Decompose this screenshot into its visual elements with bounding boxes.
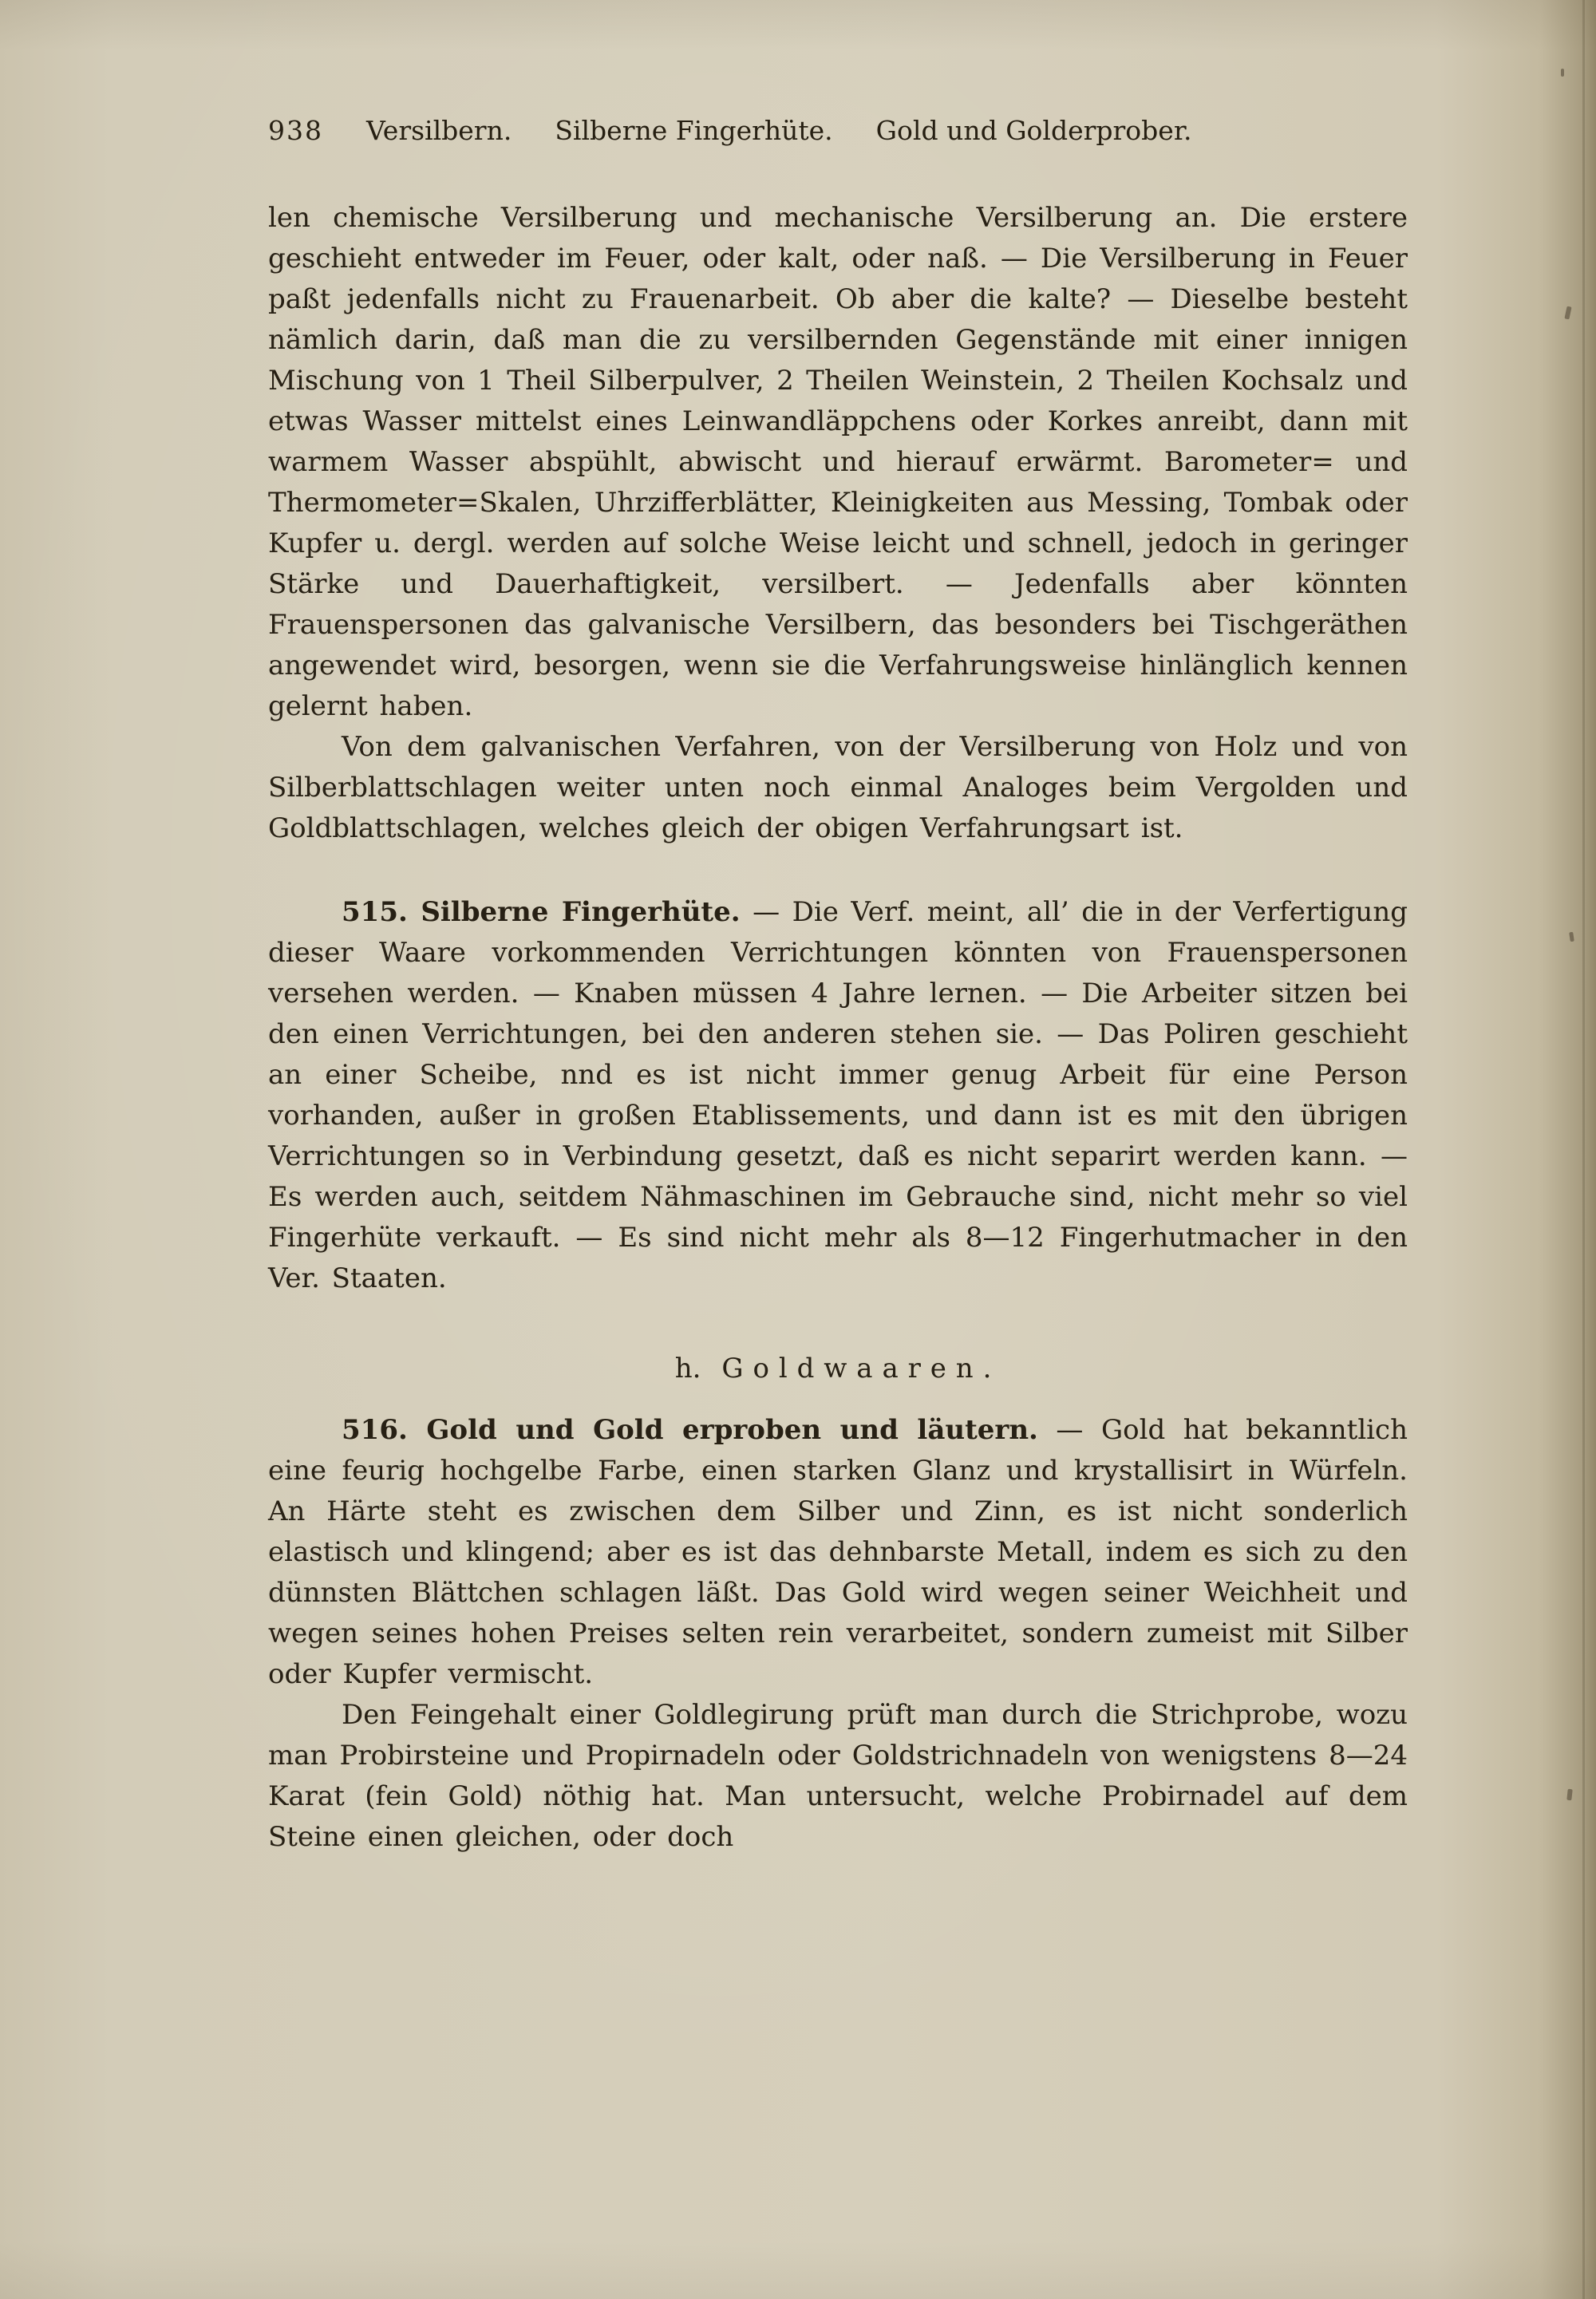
- text-block: [268, 198, 1408, 1858]
- section-516-text: — Gold hat bekanntlich eine feurig hochgelbe Farbe, einen starken Glanz und krystallisirt in Würfeln. An Härte steht es zwischen dem Silber und Zinn, es ist nicht sonderlich elastisch und klingend; aber es ist das dehnbarste Metall, indem es sich zu den dünnsten Blättchen schlagen läßt. Das Gold wird wegen seiner Weichheit und wegen seines hohen Preises selten rein verarbeitet, sondern zumeist mit Silber oder Kupfer vermischt.: [268, 1414, 1408, 1690]
- running-header: [268, 113, 1408, 148]
- page-number: 938: [268, 115, 323, 146]
- running-head-part-fingerhuete: Silberne Fingerhüte.: [555, 115, 833, 146]
- running-head-part-gold: Gold und Golderprober.: [875, 115, 1192, 146]
- section-515-text: — Die Verf. meint, all’ die in der Verfertigung dieser Waare vorkommenden Verrichtungen könnten von Frauenspersonen versehen werden. — Knaben müssen 4 Jahre lernen. — Die Arbeiter sitzen bei den einen Verrichtungen, bei den anderen stehen sie. — Das Poliren geschieht an einer Scheibe, nnd es ist nicht immer genug Arbeit für eine Person vorhanden, außer in großen Etablissements, und dann ist es mit den übrigen Verrichtungen so in Verbindung gesetzt, daß es nicht separirt werden kann. — Es werden auch, seitdem Nähmaschinen im Gebrauche sind, nicht mehr so viel Fingerhüte verkauft. — Es sind nicht mehr als 8—12 Fingerhutmacher in den Ver. Staaten.: [268, 896, 1408, 1294]
- subheading-goldwaaren: [268, 1349, 1408, 1389]
- paragraph-section-515: [268, 892, 1408, 1299]
- ink-speck: [1569, 932, 1574, 942]
- section-516-title: 516. Gold und Gold erproben und läutern.: [342, 1414, 1038, 1446]
- subheading-word: Goldwaaren.: [721, 1353, 1001, 1385]
- paragraph-feingehalt: Den Feingehalt einer Goldlegirung prüft man durch die Strichprobe, wozu man Probirsteine und Propirnadeln oder Goldstrichnadeln von wenigstens 8—24 Karat (fein Gold) nöthig hat. Man untersucht, welche Probirnadel auf dem Steine einen gleichen, oder doch: [268, 1699, 1408, 1853]
- paragraph-galvanisches-verfahren: Von dem galvanischen Verfahren, von der Versilberung von Holz und von Silberblattschlagen weiter unten noch einmal Analoges beim Vergolden und Goldblattschlagen, welches gleich der obigen Verfahrungsart ist.: [268, 731, 1408, 844]
- ink-speck: [1566, 1789, 1572, 1801]
- paragraph-continuation: len chemische Versilberung und mechanische Versilberung an. Die erstere geschieht entweder im Feuer, oder kalt, oder naß. — Die Versilberung in Feuer paßt jedenfalls nicht zu Frauenarbeit. Ob aber die kalte? — Dieselbe besteht nämlich darin, daß man die zu versilbernden Gegenstände mit einer innigen Mischung von 1 Theil Silberpulver, 2 Theilen Weinstein, 2 Theilen Kochsalz und etwas Wasser mittelst eines Leinwandläppchens oder Korkes anreibt, dann mit warmem Wasser abspühlt, abwischt und hierauf erwärmt. Barometer= und Thermometer=Skalen, Uhrzifferblätter, Kleinigkeiten aus Messing, Tombak oder Kupfer u. dergl. werden auf solche Weise leicht und schnell, jedoch in geringer Stärke und Dauerhaftigkeit, versilbert. — Jedenfalls aber könnten Frauenspersonen das galvanische Versilbern, das besonders bei Tischgeräthen angewendet wird, besorgen, wenn sie die Verfahrungsweise hinlänglich kennen gelernt haben.: [268, 202, 1408, 722]
- ink-speck: [1564, 306, 1571, 320]
- running-head-part-versilbern: Versilbern.: [366, 115, 512, 146]
- paragraph-section-516: [268, 1410, 1408, 1695]
- ink-speck: [1561, 69, 1564, 77]
- page-content: [268, 113, 1408, 1858]
- subheading-prefix: h.: [674, 1353, 701, 1385]
- section-515-title: 515. Silberne Fingerhüte.: [342, 896, 741, 928]
- page-edge: [1582, 0, 1585, 2299]
